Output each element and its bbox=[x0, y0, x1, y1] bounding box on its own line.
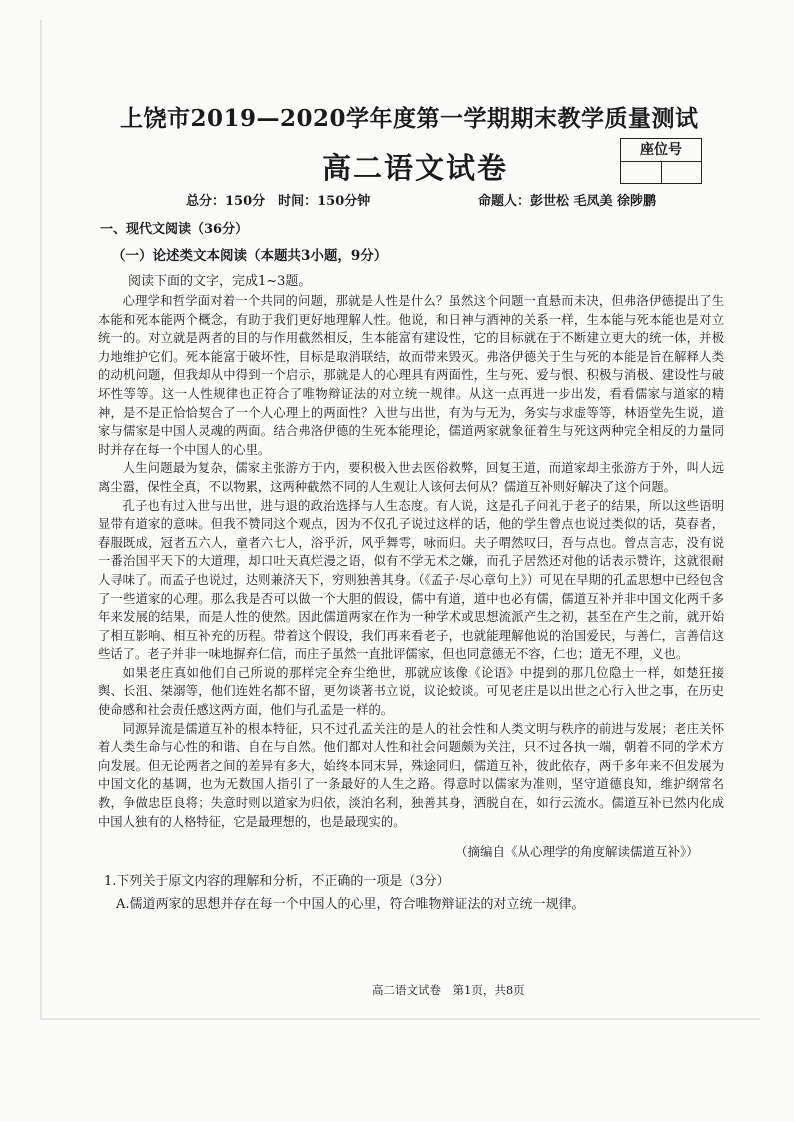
exam-info: 总分：150分 时间：150分钟 bbox=[186, 194, 371, 209]
question-stem: 1.下列关于原文内容的理解和分析，不正确的一项是（3分） bbox=[104, 874, 450, 889]
exam-authors: 命题人：彭世松 毛凤美 徐陟鹏 bbox=[478, 194, 657, 209]
exam-title: 上饶市2019—2020学年度第一学期期末教学质量测试 bbox=[120, 105, 699, 132]
subsection-heading: （一）论述类文本阅读（本题共3小题，9分） bbox=[112, 248, 388, 264]
passage-paragraph: 孔子也有过入世与出世，进与退的政治选择与人生态度。有人说，这是孔子问礼于老子的结果，所以这些语明显带有道家的意味。但我不赞同这个观点，因为不仅孔子说过这样的话，他的学生曾点也说过类似的话，莫春者，春服既成，冠者五六人，童者六七人，浴乎沂，风乎舞雩，咏而归。夫子喟然叹曰，吾与点也。曾点言志，没有说一番治国平天下的大道理，却口吐天真烂漫之语，似有不学无术之嫌，而孔子居然还对他的话表示赞许，这就很耐人寻味了。而孟子也说过，达则兼济天下，穷则独善其身。（《孟子·尽心章句上》）可见在早期的孔孟思想中已经包含了一些道家的心理。那么我是否可以做一个大胆的假设，儒中有道，道中也必有儒，儒道互补并非中国文化两千多年来发展的结果，而是人性的使然。因此儒道两家在作为一种学术或思想流派产生之初，甚至在产生之前，就开始了相互影响、相互补充的历程。带着这个假设，我们再来看老子，也就能理解他说的治国爱民，与善仁，言善信这些话了。老子并非一味地摒弃仁信，而庄子虽然一直批评儒家，但也同意德无不容，仁也；道无不理，义也。 bbox=[98, 498, 724, 662]
question-option-a: A.儒道两家的思想并存在每一个中国人的心里，符合唯物辩证法的对立统一规律。 bbox=[116, 897, 585, 912]
scan-edge-left bbox=[40, 20, 42, 1020]
passage-paragraph: 如果老庄真如他们自己所说的那样完全弃尘绝世，那就应该像《论语》中提到的那几位隐士一样，如楚狂接舆、长沮、桀溺等，他们连姓名都不留，更勿谈著书立说，议论蛟谈。可见老庄是以出世之心行入世之事，在历史使命感和社会责任感这两方面，他们与孔孟是一样的。 bbox=[98, 665, 724, 718]
scan-edge-bottom bbox=[40, 1018, 760, 1020]
seat-number-box bbox=[620, 138, 702, 184]
paper-title: 高二语文试卷 bbox=[322, 151, 509, 185]
page-footer: 高二语文试卷 第1页，共8页 bbox=[372, 983, 525, 997]
reading-instruction: 阅读下面的文字，完成1~3题。 bbox=[128, 274, 312, 289]
passage-paragraph: 同源异流是儒道互补的根本特征，只不过孔孟关注的是人的社会性和人类文明与秩序的前进与发展；老庄关怀着人类生命与心性的和谐、自在与自然。他们都对人性和社会问题颇为关注，只不过各执一端，朝着不同的学术方向发展。但无论两者之间的差异有多大，始终本同末异，殊途同归，儒道互补，彼此依存，两千多年来不但发展为中国文化的基调，也为无数国人指引了一条最好的人生之路。得意时以儒家为准则，坚守道德良知，维护纲常名教，争做忠臣良将；失意时则以道家为归依，淡泊名利，独善其身，洒脱自在，如行云流水。儒道互补已然内化成中国人独有的人格特征，它是最理想的，也是最现实的。 bbox=[98, 721, 724, 829]
reading-passage bbox=[98, 292, 724, 831]
passage-paragraph: 人生问题最为复杂，儒家主张游方于内，要积极入世去医俗救弊，回复王道，而道家却主张游方于外，叫人远离尘嚣，保性全真，不以物累，这两种截然不同的人生观让人该何去何从？儒道互补则好解决了这个问题。 bbox=[98, 461, 724, 494]
passage-source: （摘编自《从心理学的角度解读儒道互补》） bbox=[455, 844, 699, 859]
seat-number-cell bbox=[621, 162, 662, 183]
section-heading: 一、现代文阅读（36分） bbox=[100, 222, 249, 237]
seat-number-label: 座位号 bbox=[621, 139, 701, 162]
passage-paragraph: 心理学和哲学面对着一个共同的问题，那就是人性是什么？虽然这个问题一直悬而未决，但弗洛伊德提出了生本能和死本能两个概念，有助于我们更好地理解人性。他说，和日神与酒神的关系一样，生本能与死本能也是对立统一的。对立就是两者的目的与作用截然相反，生本能富有建设性，它的目标就在于不断建立更大的统一体，并极力地维护它们。死本能富于破坏性，目标是取消联结，故而带来毁灭。弗洛伊德关于生与死的本能是旨在解释人类的动机问题，但我却从中得到一个启示，那就是人的心理具有两面性，生与死、爱与恨、积极与消极、建设性与破坏性等等。这一人性规律也正符合了唯物辩证法的对立统一规律。从这一点再进一步出发，看看儒家与道家的精神，是不是正恰恰契合了一个人心理上的两面性？入世与出世，有为与无为，务实与求虚等等，林语堂先生说，道家与儒家是中国人灵魂的两面。结合弗洛伊德的生死本能理论，儒道两家就象征着生与死这两种完全相反的力量同时并存在每一个中国人的心里。 bbox=[98, 294, 724, 457]
